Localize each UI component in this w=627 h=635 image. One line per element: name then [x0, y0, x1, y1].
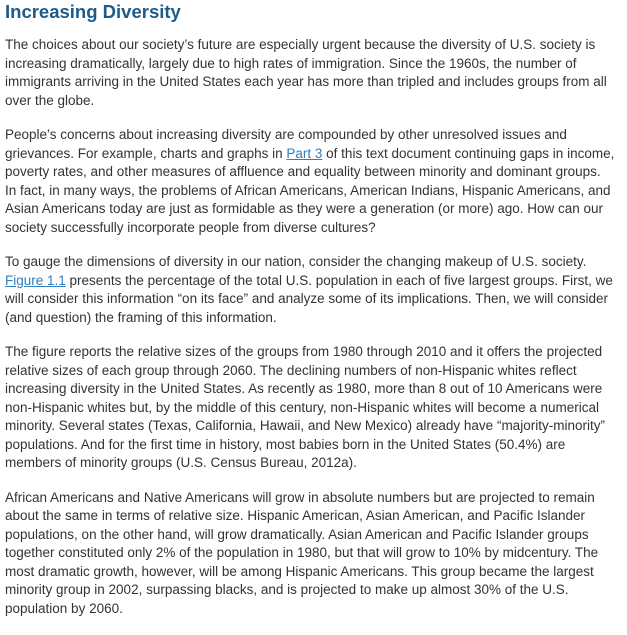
paragraph-figure-report: The figure reports the relative sizes of the groups from 1980 through 2010 and it offers the projected relative sizes of each group through 2060. The declining numbers of non-Hispanic whites reflect increasing diversity in the United States. As recently as 1980, more than 8 out of 10 Americans were non-Hispanic whites but, by the middle of this century, non-Hispanic whites will become a numerical minority. Several states (Texas, California, Hawaii, and New Mexico) already have “majority-minority” populations. And for the first time in history, most babies born in the United States (50.4%) are members of minority groups (U.S. Census Bureau, 2012a).: [5, 344, 605, 470]
paragraph-concerns-text-before: People’s concerns about increasing diversity are compounded by other unresolved issues and grievances. For example, charts and graphs in: [5, 127, 567, 161]
paragraph-gauge-text-after: presents the percentage of the total U.S. population in each of five largest groups. First, we will consider this information “on its face” and analyze some of its implications. Then, we will consider (and question) the framing of this information.: [5, 272, 613, 325]
section-title: Increasing Diversity: [5, 1, 181, 22]
figure-1-1-link[interactable]: Figure 1.1: [5, 272, 66, 288]
paragraph-gauge-text-before: To gauge the dimensions of diversity in our nation, consider the changing makeup of U.S. society.: [5, 254, 587, 269]
part-3-link[interactable]: Part 3: [286, 145, 323, 161]
paragraph-gauge: [5, 253, 615, 327]
paragraph-concerns: [5, 126, 615, 237]
paragraph-concerns-text-after: of this text document continuing gaps in income, poverty rates, and other measures of affluence and equality between minority and dominant groups. In fact, in many ways, the problems of African Americans, American Indians, Hispanic Americans, and Asian Americans today are just as formidable as they were a generation (or more) ago. How can our society successfully incorporate people from diverse cultures?: [5, 145, 615, 235]
paragraph-growth: African Americans and Native Americans will grow in absolute numbers but are projected to remain about the same in terms of relative size. Hispanic American, Asian American, and Pacific Islander populations, on the other hand, will grow dramatically. Asian American and Pacific Islander groups together constituted only 2% of the population in 1980, but that will grow to 10% by midcentury. The most dramatic growth, however, will be among Hispanic Americans. This group became the largest minority group in 2002, surpassing blacks, and is projected to make up almost 30% of the U.S. population by 2060.: [5, 489, 599, 616]
paragraph-immigration: The choices about our society’s future are especially urgent because the diversity of U.S. society is increasing dramatically, largely due to high rates of immigration. Since the 1960s, the number of immigrants arriving in the United States each year has more than tripled and includes groups from all over the globe.: [5, 37, 607, 108]
